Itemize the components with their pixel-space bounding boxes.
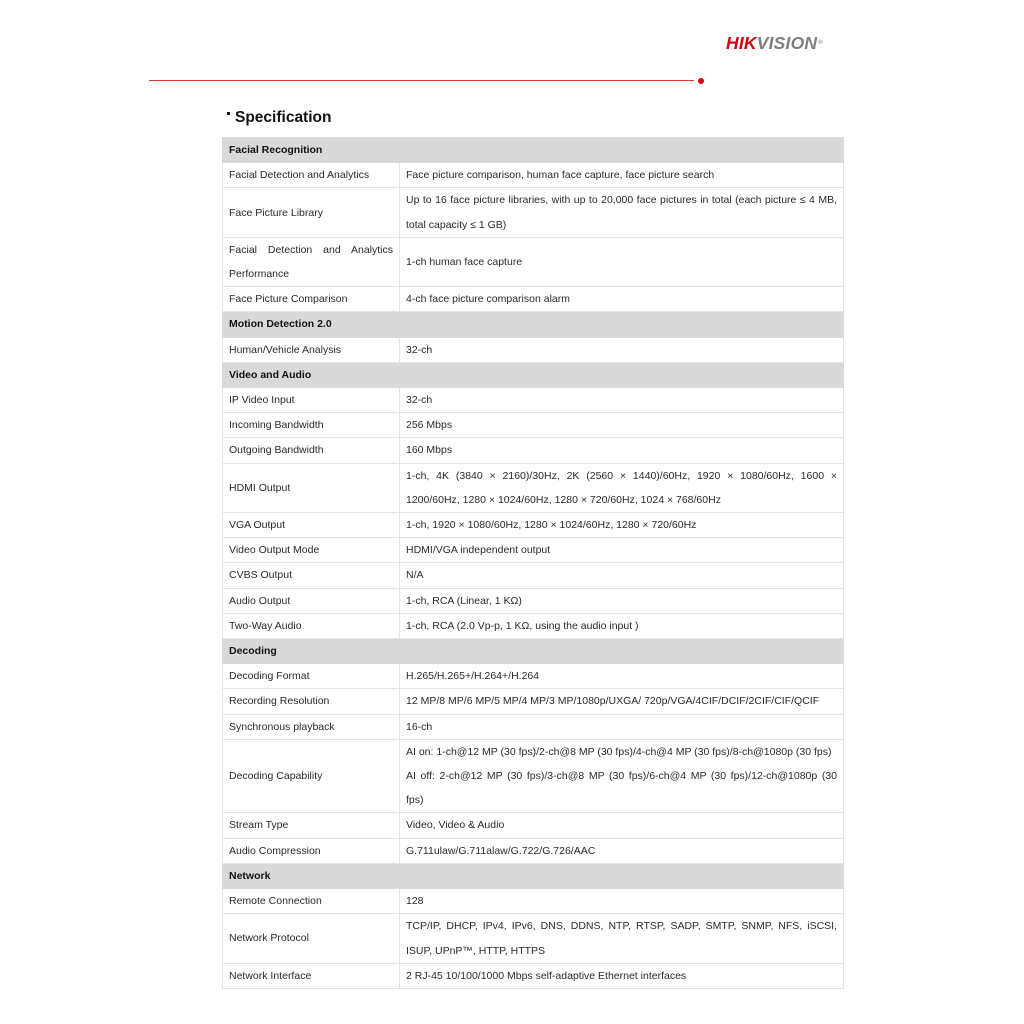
spec-value: [400, 563, 844, 588]
spec-row: [223, 163, 844, 188]
spec-value: [400, 689, 844, 714]
spec-value: [400, 388, 844, 413]
spec-row: [223, 714, 844, 739]
spec-row: [223, 838, 844, 863]
spec-row: [223, 889, 844, 914]
hikvision-logo: [726, 33, 823, 53]
spec-value: [400, 963, 844, 988]
spec-label: Facial Detection and Analytics: [223, 163, 400, 188]
spec-row: [223, 438, 844, 463]
spec-value: [400, 714, 844, 739]
spec-value: [400, 513, 844, 538]
section-header-row: [223, 863, 844, 888]
spec-value-line: Face picture comparison, human face capture, face picture search: [406, 169, 715, 182]
spec-row: [223, 413, 844, 438]
spec-value: [400, 889, 844, 914]
spec-value-line: TCP/IP, DHCP, IPv4, IPv6, DNS, DDNS, NTP, RTSP, SADP, SMTP, SNMP, NFS, iSCSI, ISUP, UPnP™, HTTP, HTTPS: [406, 920, 838, 957]
spec-label: CVBS Output: [223, 563, 400, 588]
spec-label: Two-Way Audio: [223, 613, 400, 638]
spec-row: [223, 739, 844, 813]
section-title: Motion Detection 2.0: [223, 312, 844, 337]
spec-row: [223, 513, 844, 538]
spec-label: Incoming Bandwidth: [223, 413, 400, 438]
section-header-row: [223, 362, 844, 387]
spec-value: [400, 237, 844, 286]
spec-label: Human/Vehicle Analysis: [223, 337, 400, 362]
spec-label: Recording Resolution: [223, 689, 400, 714]
spec-row: [223, 463, 844, 512]
spec-row: [223, 664, 844, 689]
spec-value-line: 16-ch: [406, 720, 433, 733]
spec-value-line: H.265/H.265+/H.264+/H.264: [406, 670, 540, 683]
spec-value-line: Up to 16 face picture libraries, with up to 20,000 face pictures in total (each picture ≤ 4 MB, total capacity ≤ 1 GB): [406, 194, 838, 231]
logo-part-gray: VISION: [756, 33, 818, 53]
spec-label: Audio Compression: [223, 838, 400, 863]
spec-value-line: 32-ch: [406, 394, 433, 407]
spec-value-line: 2 RJ-45 10/100/1000 Mbps self-adaptive Ethernet interfaces: [406, 969, 687, 982]
spec-label: IP Video Input: [223, 388, 400, 413]
spec-label: HDMI Output: [223, 463, 400, 512]
spec-value-line: HDMI/VGA independent output: [406, 544, 551, 557]
spec-value: [400, 337, 844, 362]
spec-row: [223, 813, 844, 838]
spec-row: [223, 538, 844, 563]
spec-value: [400, 163, 844, 188]
spec-value-line: G.711ulaw/G.711alaw/G.722/G.726/AAC: [406, 844, 596, 857]
header-divider-line: [149, 80, 694, 81]
spec-row: [223, 337, 844, 362]
spec-label: Facial Detection and Analytics Performance: [223, 237, 400, 286]
spec-label: Decoding Format: [223, 664, 400, 689]
registered-mark: ®: [818, 40, 823, 46]
spec-value: [400, 914, 844, 963]
spec-label: VGA Output: [223, 513, 400, 538]
spec-value: [400, 413, 844, 438]
spec-value-line: N/A: [406, 569, 424, 582]
spec-value-line: 4-ch face picture comparison alarm: [406, 293, 570, 306]
spec-row: [223, 588, 844, 613]
spec-value-line: Video, Video & Audio: [406, 819, 505, 832]
spec-value: [400, 538, 844, 563]
spec-value-line: 1-ch, 4K (3840 × 2160)/30Hz, 2K (2560 × 1440)/60Hz, 1920 × 1080/60Hz, 1600 × 1200/60Hz, 1280 × 1024/60Hz, 1280 × 720/60Hz, 1024 × 768/60Hz: [406, 469, 838, 506]
spec-row: [223, 963, 844, 988]
spec-value-line: 128: [406, 895, 424, 908]
spec-value-line: AI on: 1-ch@12 MP (30 fps)/2-ch@8 MP (30 fps)/4-ch@4 MP (30 fps)/8-ch@1080p (30 fps): [406, 745, 832, 758]
spec-label: Face Picture Comparison: [223, 287, 400, 312]
spec-value: [400, 838, 844, 863]
spec-row: [223, 188, 844, 237]
section-header-row: [223, 639, 844, 664]
spec-value-line: 160 Mbps: [406, 444, 453, 457]
spec-label: Remote Connection: [223, 889, 400, 914]
spec-row: [223, 237, 844, 286]
section-title: Network: [223, 863, 844, 888]
page-title: [227, 108, 331, 128]
specification-table-body: [223, 138, 844, 989]
spec-label: Outgoing Bandwidth: [223, 438, 400, 463]
section-header-row: [223, 312, 844, 337]
spec-label: Face Picture Library: [223, 188, 400, 237]
spec-value: [400, 813, 844, 838]
spec-row: [223, 388, 844, 413]
page-title-text: Specification: [235, 109, 332, 126]
spec-value: [400, 188, 844, 237]
spec-value-line: 1-ch human face capture: [406, 255, 523, 268]
spec-value-line: 256 Mbps: [406, 419, 453, 432]
spec-value-line: 12 MP/8 MP/6 MP/5 MP/4 MP/3 MP/1080p/UXGA/ 720p/VGA/4CIF/DCIF/2CIF/CIF/QCIF: [406, 695, 820, 708]
spec-row: [223, 914, 844, 963]
spec-value: [400, 287, 844, 312]
logo-part-red: HIK: [726, 33, 757, 53]
section-title: Video and Audio: [223, 362, 844, 387]
section-title: Decoding: [223, 639, 844, 664]
bullet-icon: [227, 112, 230, 115]
spec-value-line: 1-ch, RCA (2.0 Vp-p, 1 KΩ, using the audio input ): [406, 619, 639, 632]
spec-label: Network Protocol: [223, 914, 400, 963]
spec-row: [223, 287, 844, 312]
spec-value: [400, 588, 844, 613]
spec-label: Network Interface: [223, 963, 400, 988]
spec-label: Video Output Mode: [223, 538, 400, 563]
specification-table: [222, 137, 844, 989]
spec-value: [400, 739, 844, 813]
spec-value-line: AI off: 2-ch@12 MP (30 fps)/3-ch@8 MP (30 fps)/6-ch@4 MP (30 fps)/12-ch@1080p (30 fps): [406, 770, 838, 807]
spec-label: Synchronous playback: [223, 714, 400, 739]
spec-label: Decoding Capability: [223, 739, 400, 813]
spec-value-line: 1-ch, RCA (Linear, 1 KΩ): [406, 594, 522, 607]
spec-row: [223, 613, 844, 638]
spec-value-line: 32-ch: [406, 343, 433, 356]
header-divider-dot: [698, 78, 704, 84]
spec-label: Audio Output: [223, 588, 400, 613]
spec-row: [223, 689, 844, 714]
spec-row: [223, 563, 844, 588]
spec-value: [400, 664, 844, 689]
section-title: Facial Recognition: [223, 138, 844, 163]
spec-value-line: 1-ch, 1920 × 1080/60Hz, 1280 × 1024/60Hz, 1280 × 720/60Hz: [406, 519, 697, 532]
section-header-row: [223, 138, 844, 163]
spec-value: [400, 613, 844, 638]
spec-value: [400, 463, 844, 512]
spec-value: [400, 438, 844, 463]
spec-label: Stream Type: [223, 813, 400, 838]
